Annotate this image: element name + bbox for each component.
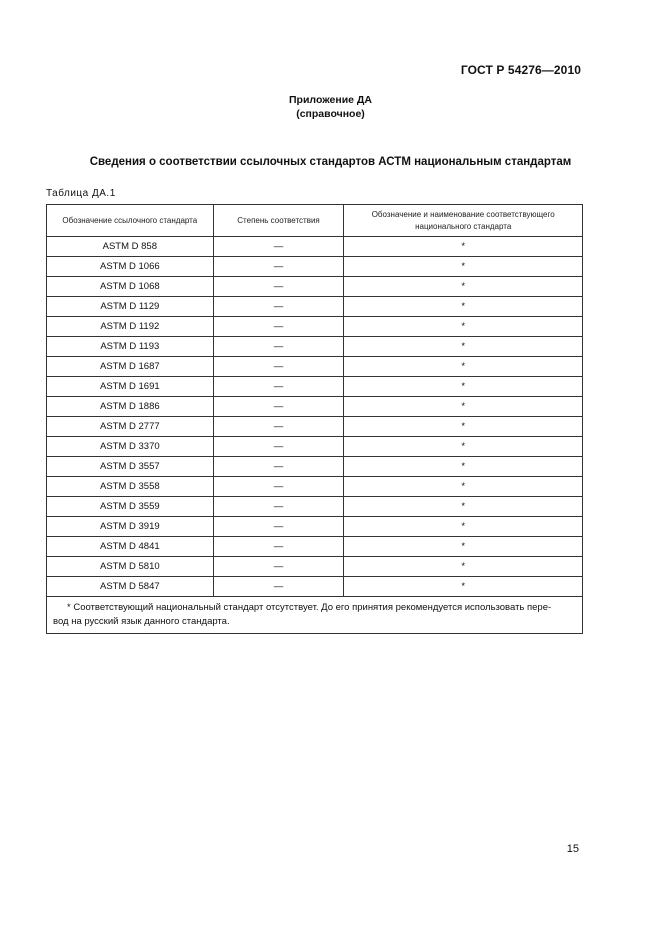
cell-national: * <box>344 397 583 417</box>
table-row <box>47 357 583 377</box>
table-row <box>47 297 583 317</box>
cell-degree: — <box>213 477 344 497</box>
cell-national: * <box>344 517 583 537</box>
cell-degree: — <box>213 497 344 517</box>
cell-degree: — <box>213 277 344 297</box>
cell-national: * <box>344 317 583 337</box>
cell-degree: — <box>213 357 344 377</box>
table-header-row <box>47 205 583 237</box>
table-row <box>47 537 583 557</box>
table-footnote-row <box>47 597 583 634</box>
table-row <box>47 497 583 517</box>
column-header-national: Обозначение и наименование соответствующего национального стандарта <box>344 205 583 237</box>
annex-title: Приложение ДА <box>289 94 372 106</box>
cell-standard: ASTM D 5847 <box>47 577 214 597</box>
cell-standard: ASTM D 1687 <box>47 357 214 377</box>
cell-degree: — <box>213 397 344 417</box>
cell-standard: ASTM D 858 <box>47 237 214 257</box>
table-row <box>47 577 583 597</box>
table-row <box>47 397 583 417</box>
table-row <box>47 317 583 337</box>
cell-national: * <box>344 577 583 597</box>
column-header-standard: Обозначение ссылочного стандарта <box>47 205 214 237</box>
cell-national: * <box>344 437 583 457</box>
cell-degree: — <box>213 557 344 577</box>
cell-degree: — <box>213 337 344 357</box>
cell-degree: — <box>213 537 344 557</box>
table-row <box>47 417 583 437</box>
cell-national: * <box>344 457 583 477</box>
cell-degree: — <box>213 317 344 337</box>
cell-national: * <box>344 337 583 357</box>
table-row <box>47 377 583 397</box>
cell-standard: ASTM D 1886 <box>47 397 214 417</box>
table-row <box>47 437 583 457</box>
cell-national: * <box>344 417 583 437</box>
table-caption: Таблица ДА.1 <box>46 188 116 199</box>
cell-standard: ASTM D 5810 <box>47 557 214 577</box>
footnote-line-1: * Соответствующий национальный стандарт отсутствует. До его принятия рекомендуется использовать пере- <box>67 602 552 613</box>
cell-national: * <box>344 557 583 577</box>
table-footnote <box>47 597 583 634</box>
cell-standard: ASTM D 2777 <box>47 417 214 437</box>
cell-standard: ASTM D 3370 <box>47 437 214 457</box>
cell-degree: — <box>213 417 344 437</box>
cell-national: * <box>344 377 583 397</box>
column-header-degree: Степень соответствия <box>213 205 344 237</box>
cell-standard: ASTM D 3557 <box>47 457 214 477</box>
cell-standard: ASTM D 3919 <box>47 517 214 537</box>
cell-national: * <box>344 297 583 317</box>
table-row <box>47 237 583 257</box>
table-row <box>47 477 583 497</box>
cell-degree: — <box>213 437 344 457</box>
cell-standard: ASTM D 4841 <box>47 537 214 557</box>
cell-national: * <box>344 357 583 377</box>
cell-national: * <box>344 477 583 497</box>
cell-standard: ASTM D 1192 <box>47 317 214 337</box>
table-row <box>47 457 583 477</box>
cell-standard: ASTM D 1068 <box>47 277 214 297</box>
cell-standard: ASTM D 3558 <box>47 477 214 497</box>
main-heading: Сведения о соответствии ссылочных стандартов АСТМ национальным стандартам <box>89 156 572 168</box>
document-id-header: ГОСТ Р 54276—2010 <box>460 63 581 77</box>
table-row <box>47 277 583 297</box>
cell-degree: — <box>213 577 344 597</box>
cell-standard: ASTM D 1066 <box>47 257 214 277</box>
page-number: 15 <box>566 843 579 855</box>
cell-degree: — <box>213 237 344 257</box>
cell-national: * <box>344 277 583 297</box>
table-row <box>47 557 583 577</box>
cell-national: * <box>344 257 583 277</box>
cell-national: * <box>344 497 583 517</box>
table-body <box>47 237 583 597</box>
annex-title-block <box>0 93 661 121</box>
cell-degree: — <box>213 257 344 277</box>
cell-standard: ASTM D 1691 <box>47 377 214 397</box>
cell-degree: — <box>213 377 344 397</box>
cell-national: * <box>344 237 583 257</box>
cell-standard: ASTM D 3559 <box>47 497 214 517</box>
cell-degree: — <box>213 457 344 477</box>
table-row <box>47 337 583 357</box>
cell-standard: ASTM D 1193 <box>47 337 214 357</box>
cell-degree: — <box>213 517 344 537</box>
annex-subtitle: (справочное) <box>296 108 365 120</box>
cell-national: * <box>344 537 583 557</box>
correspondence-table <box>46 204 583 634</box>
table-row <box>47 257 583 277</box>
footnote-line-2: вод на русский язык данного стандарта. <box>53 616 230 627</box>
cell-degree: — <box>213 297 344 317</box>
cell-standard: ASTM D 1129 <box>47 297 214 317</box>
table-row <box>47 517 583 537</box>
